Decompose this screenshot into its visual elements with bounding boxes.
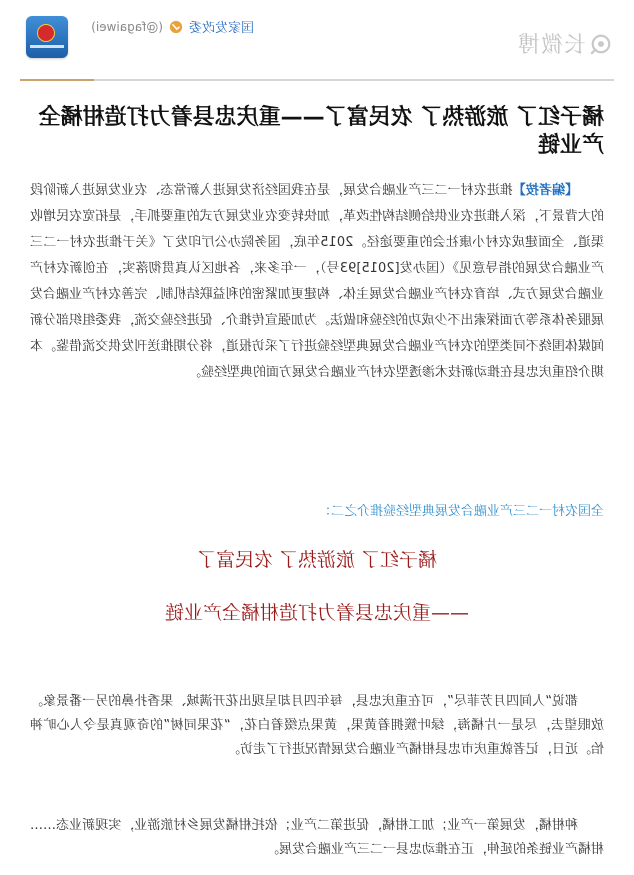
account-name-link[interactable]: 国家发改委 — [188, 21, 254, 36]
editor-label: 【编者按】 — [512, 183, 578, 198]
article-paragraph: 种柑橘，发展第一产业；加工柑橘，促进第二产业；依托柑橘发展乡村旅游业，实现新业态……柑橘产业链条的延伸，正在推动忠县一二三产业融合发展。 — [30, 818, 604, 857]
page-header — [0, 0, 634, 80]
national-emblem-icon — [37, 24, 55, 42]
verified-badge-icon — [169, 20, 183, 34]
header-divider — [20, 79, 614, 81]
site-name: 长微博 — [516, 33, 586, 58]
editor-note — [30, 178, 604, 386]
article-title: 橘子红了 旅游热了 农民富了——重庆忠县着力打造柑橘全产业链 — [38, 105, 604, 158]
avatar-caption-bar — [30, 45, 64, 48]
headline-primary: 橘子红了 旅游热了 农民富了 — [196, 549, 438, 571]
avatar[interactable] — [26, 16, 68, 58]
header-divider-accent — [20, 79, 94, 81]
editor-note-text: 推进农村一二三产业融合发展，是在我国经济发展进入新常态、农业发展进入新阶段的大背景下，深入推进农业供给侧结构性改革，加快转变农业发展方式的重要抓手，是拓宽农民增收渠道、全面建成农村小康社会的重要途径。2015年底，国务院办公厅印发了《关于推进农村一二三产业融合发展的指导意见》（国办发[2015]93号），一年多来，各地区认真贯彻落实，在创新农村产业融合发展方式、培育农村产业融合发展主体、构建更加紧密的利益联结机制、完善农村产业融合发展服务体系等方面探索出不少成功的经验和做法。为加强宣传推介、促进经验交流，我委组织部分新闻媒体围绕不同类型的农村产业融合发展典型经验进行了采访报道，将分期推送刊发供交流借鉴。本期介绍重庆忠县在推动新技术渗透型农村产业融合发展方面的典型经验。 — [30, 183, 604, 380]
section-label: 全国农村一二三产业融合发展典型经验推介之二： — [317, 504, 604, 519]
headline-secondary: ——重庆忠县着力打造柑橘全产业链 — [165, 602, 470, 624]
weibo-eye-icon — [590, 33, 612, 55]
article-paragraph: 都说“人间四月芳菲尽”，可在重庆忠县，每年四月却呈现出花开满城、果香扑鼻的另一番景象。放眼望去，尽是一片橘海，绿叶簇拥着黄果，黄果点缀着白花，“花果同树”的奇观真是令人心旷神怡。近日，记者就重庆市忠县柑橘产业融合发展情况进行了走访。 — [30, 694, 604, 757]
account-info — [91, 17, 254, 36]
site-logo[interactable] — [517, 28, 612, 59]
account-handle: (@fagaiwei) — [91, 19, 163, 34]
